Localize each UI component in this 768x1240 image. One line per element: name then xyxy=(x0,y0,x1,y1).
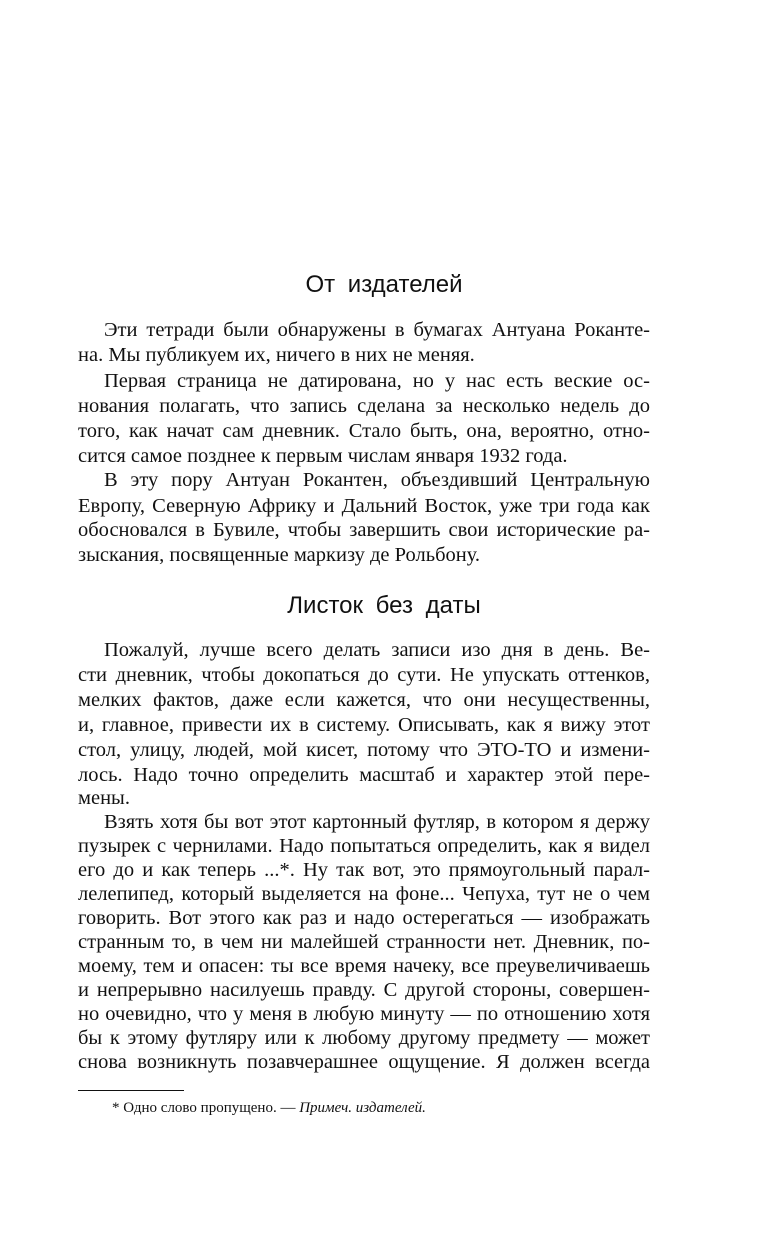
paragraph-line: и непрерывно насилуешь правду. С другой стороны, совершен- xyxy=(78,979,650,1001)
paragraph-line: пузырек с чернилами. Надо попытаться определить, как я видел xyxy=(78,835,650,857)
paragraph-line: лелепипед, который выделяется на фоне... Чепуха, тут не о чем xyxy=(78,883,650,905)
footnote xyxy=(112,1100,426,1117)
paragraph-line: моему, тем и опасен: ты все время начеку, все преувеличиваешь xyxy=(78,955,650,977)
heading-undated-leaf: Листок без даты xyxy=(287,592,481,619)
paragraph-line: сится самое позднее к первым числам января 1932 года. xyxy=(78,445,568,467)
paragraph-line: Эти тетради были обнаружены в бумагах Антуана Роканте- xyxy=(104,319,650,341)
paragraph-line: и, главное, привести их в систему. Описывать, как я вижу этот xyxy=(78,714,650,736)
paragraph-line: мелких фактов, даже если кажется, что они несущественны, xyxy=(78,689,650,711)
paragraph-line: мены. xyxy=(78,787,130,809)
paragraph-line: его до и как теперь ...*. Ну так вот, это прямоугольный парал- xyxy=(78,859,650,881)
paragraph-line: Европу, Северную Африку и Дальний Восток, уже три года как xyxy=(78,495,650,517)
paragraph-line: лось. Надо точно определить масштаб и характер этой пере- xyxy=(78,764,650,786)
footnote-divider xyxy=(78,1090,184,1091)
paragraph-line: зыскания, посвященные маркизу де Рольбону. xyxy=(78,544,481,566)
paragraph-line: снова возникнуть позавчерашнее ощущение. Я должен всегда xyxy=(78,1051,650,1073)
paragraph-line: говорить. Вот этого как раз и надо остерегаться — изображать xyxy=(78,907,650,929)
paragraph-line: но очевидно, что у меня в любую минуту — по отношению хотя xyxy=(78,1003,650,1025)
footnote-attribution: Примеч. издателей. xyxy=(299,1100,426,1116)
footnote-text: * Одно слово пропущено. — xyxy=(112,1100,300,1116)
paragraph-line: обосновался в Бувиле, чтобы завершить свои исторические ра- xyxy=(78,519,650,541)
paragraph-line: нования полагать, что запись сделана за несколько недель до xyxy=(78,395,650,417)
paragraph-line: того, как начат сам дневник. Стало быть, она, вероятно, отно- xyxy=(78,420,650,442)
paragraph-line: бы к этому футляру или к любому другому предмету — может xyxy=(78,1027,650,1049)
paragraph-line: на. Мы публикуем их, ничего в них не меняя. xyxy=(78,344,475,366)
paragraph-line: Пожалуй, лучше всего делать записи изо дня в день. Ве- xyxy=(104,639,650,661)
heading-from-publishers: От издателей xyxy=(305,271,463,298)
paragraph-line: В эту пору Антуан Рокантен, объездивший Центральную xyxy=(104,469,650,491)
paragraph-line: странным то, в чем ни малейшей странности нет. Дневник, по- xyxy=(78,931,650,953)
paragraph-line: стол, улицу, людей, мой кисет, потому что ЭТО-ТО и измени- xyxy=(78,739,650,761)
paragraph-line: сти дневник, чтобы докопаться до сути. Не упускать оттенков, xyxy=(78,664,650,686)
paragraph-line: Взять хотя бы вот этот картонный футляр, в котором я держу xyxy=(104,811,650,833)
paragraph-line: Первая страница не датирована, но у нас есть веские ос- xyxy=(104,370,650,392)
